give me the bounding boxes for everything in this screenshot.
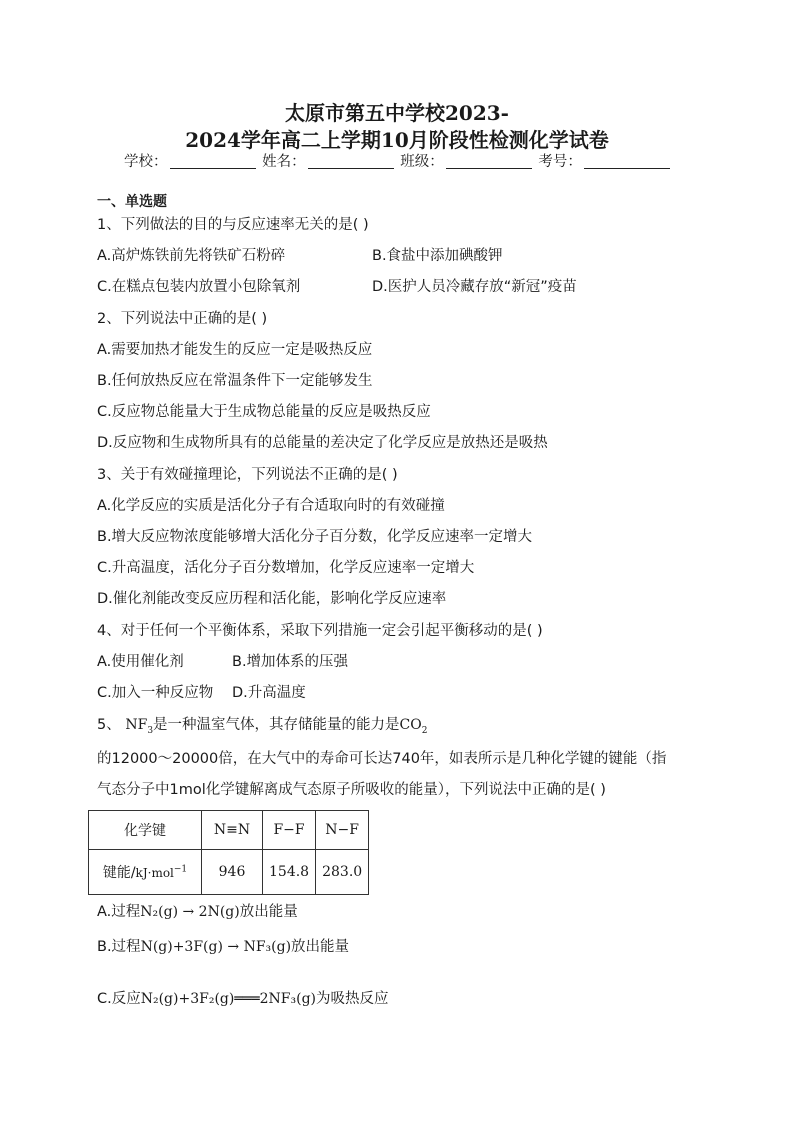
q5-c-prefix: C.反应: [97, 991, 141, 1007]
q3-stem: 3、关于有效碰撞理论，下列说法不正确的是( ): [97, 467, 398, 483]
table-header-cell: N≡N: [202, 811, 263, 850]
q1-option-b: B.食盐中添加碘酸钾: [372, 248, 503, 264]
q2-option-a: A.需要加热才能发生的反应一定是吸热反应: [97, 342, 373, 358]
school-blank: [170, 152, 256, 169]
unit-superscript: −1: [173, 864, 188, 875]
table-row: [89, 850, 369, 895]
q2-option-d: D.反应物和生成物所具有的总能量的差决定了化学反应是放热还是吸热: [97, 435, 548, 451]
table-header-cell: F−F: [263, 811, 316, 850]
school-label: 学校：: [124, 154, 168, 170]
q4-option-d: D.升高温度: [232, 685, 306, 701]
section-heading: 一、单选题: [97, 194, 167, 210]
q1-option-d: D.医护人员冷藏存放“新冠”疫苗: [372, 279, 577, 295]
name-label: 姓名：: [262, 154, 306, 170]
nf3-text: NF: [125, 717, 148, 733]
q5-number: 5、: [97, 717, 121, 733]
nf3-subscript: 3: [147, 725, 154, 736]
q5-a-prefix: A.过程: [97, 904, 141, 920]
q1-stem: 1、下列做法的目的与反应速率无关的是( ): [97, 217, 369, 233]
q5-stem-line-1: [97, 716, 427, 740]
bond-energy-label: 键能/: [102, 865, 136, 881]
q5-b-formula: N(g)+3F(g) → NF₃(g): [140, 939, 292, 955]
name-blank: [308, 152, 394, 169]
q2-option-c: C.反应物总能量大于生成物总能量的反应是吸热反应: [97, 404, 431, 420]
title-line-1: 太原市第五中学校2023-: [285, 101, 509, 125]
table-cell: 283.0: [316, 850, 369, 895]
q2-option-b: B.任何放热反应在常温条件下一定能够发生: [97, 373, 373, 389]
co2-text: CO: [399, 717, 422, 733]
q4-option-b: B.增加体系的压强: [232, 654, 349, 670]
co2-subscript: 2: [421, 725, 428, 736]
title-line-2: 2024学年高二上学期10月阶段性检测化学试卷: [185, 128, 609, 152]
q5-a-formula: N₂(g) → 2N(g): [140, 904, 240, 920]
q2-stem: 2、下列说法中正确的是( ): [97, 311, 268, 327]
class-blank: [446, 152, 532, 169]
q5-stem-line-2: 的12000～20000倍，在大气中的寿命可长达740年，如表所示是几种化学键的键能（指: [97, 751, 667, 767]
q4-option-c: C.加入一种反应物: [97, 685, 214, 701]
q5-b-suffix: 放出能量: [291, 939, 350, 955]
q5-option-c: [97, 990, 389, 1008]
q5-stem-text: 是一种温室气体，其存储能量的能力是: [153, 717, 400, 733]
class-label: 班级：: [400, 154, 444, 170]
table-header-cell: 化学键: [89, 811, 202, 850]
q5-c-formula: N₂(g)+3F₂(g)═══2NF₃(g): [140, 991, 316, 1007]
table-header-row: [89, 811, 369, 850]
exam-no-label: 考号：: [538, 154, 582, 170]
exam-no-blank: [584, 152, 670, 169]
table-cell: 946: [202, 850, 263, 895]
q5-c-suffix: 为吸热反应: [316, 991, 389, 1007]
table-header-cell: N−F: [316, 811, 369, 850]
q3-option-b: B.增大反应物浓度能够增大活化分子百分数，化学反应速率一定增大: [97, 529, 533, 545]
bond-energy-table: [88, 810, 369, 895]
q4-stem: 4、对于任何一个平衡体系，采取下列措施一定会引起平衡移动的是( ): [97, 623, 543, 639]
co2-formula: [399, 717, 428, 736]
q3-option-d: D.催化剂能改变反应历程和活化能，影响化学反应速率: [97, 591, 447, 607]
q3-option-a: A.化学反应的实质是活化分子有合适取向时的有效碰撞: [97, 498, 445, 514]
table-row-label: [89, 850, 202, 895]
q5-b-prefix: B.过程: [97, 939, 141, 955]
nf3-formula: [125, 717, 154, 736]
unit-text: kJ·mol: [135, 866, 174, 880]
q5-stem-line-3: 气态分子中1mol化学键解离成气态原子所吸收的能量），下列说法中正确的是( ): [97, 782, 606, 798]
q1-option-a: A.高炉炼铁前先将铁矿石粉碎: [97, 248, 286, 264]
table-cell: 154.8: [263, 850, 316, 895]
q5-a-suffix: 放出能量: [239, 904, 298, 920]
q1-option-c: C.在糕点包装内放置小包除氧剂: [97, 279, 301, 295]
q3-option-c: C.升高温度，活化分子百分数增加，化学反应速率一定增大: [97, 560, 475, 576]
q4-option-a: A.使用催化剂: [97, 654, 184, 670]
q5-option-b: [97, 938, 349, 956]
q5-option-a: [97, 903, 298, 921]
student-info-row: [124, 150, 672, 171]
